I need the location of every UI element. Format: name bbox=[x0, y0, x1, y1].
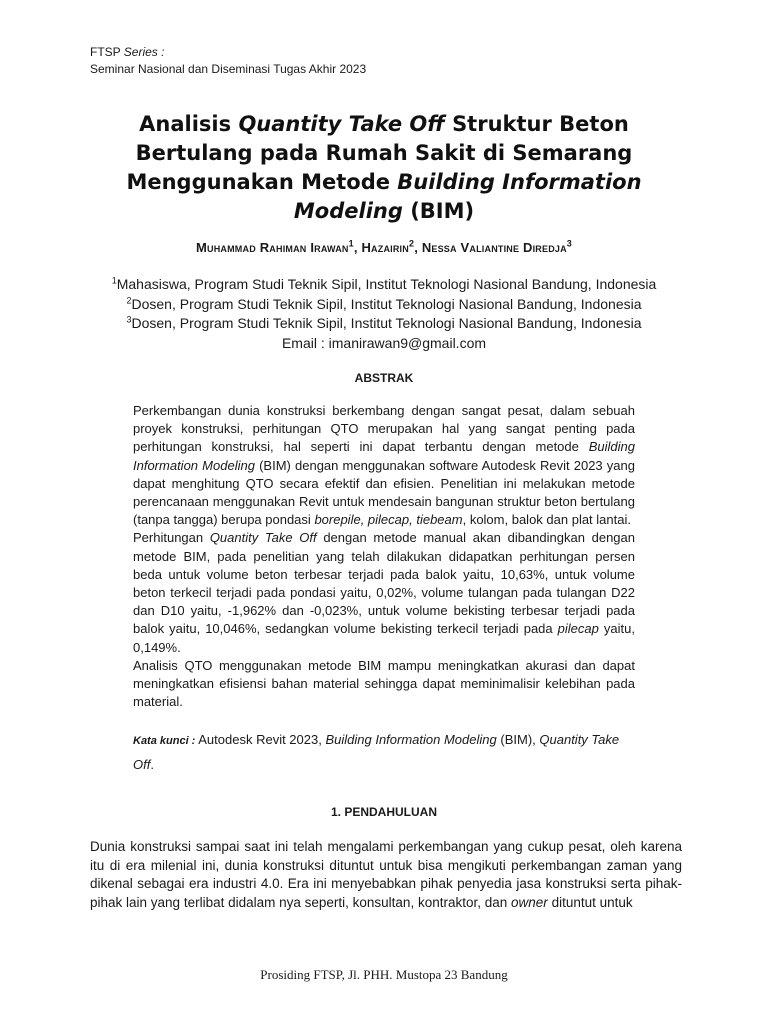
abstract-heading: ABSTRAK bbox=[354, 371, 414, 385]
abstract-italic: Building Information Modeling bbox=[133, 439, 635, 473]
abstract-text: yaitu, 0,149%. bbox=[133, 621, 635, 655]
series-line bbox=[90, 44, 366, 61]
section-body bbox=[90, 838, 682, 912]
keyword-text: (BIM), bbox=[500, 732, 536, 747]
intro-text: dituntut untuk bbox=[551, 894, 633, 910]
series-header bbox=[90, 44, 366, 78]
title-italic-part: Building Information Modeling bbox=[293, 170, 642, 223]
affiliations bbox=[60, 275, 708, 353]
author-name: Nessa Valiantine Diredja bbox=[421, 240, 567, 255]
abstract-paragraph: Analisis QTO menggunakan metode BIM mampu meningkatkan akurasi dan dapat meningkatkan efisiensi bahan material sehingga dapat meminimalisir kelebihan pada material. bbox=[133, 657, 635, 710]
affiliation-line bbox=[60, 275, 708, 295]
affiliation-text: Mahasiswa, Program Studi Teknik Sipil, Institut Teknologi Nasional Bandung, Indonesia bbox=[116, 276, 657, 292]
title-part: Struktur Beton Bertulang pada Rumah Sakit di Semarang Menggunakan Metode bbox=[126, 112, 633, 194]
title-italic-part: Quantity Take Off bbox=[238, 112, 445, 136]
series-prefix: FTSP bbox=[90, 45, 121, 59]
abstract-italic: borepile, pilecap, tiebeam bbox=[314, 512, 463, 528]
intro-paragraph bbox=[90, 838, 682, 912]
author-sup: 2 bbox=[408, 238, 415, 249]
keyword-italic: Quantity Take Off bbox=[133, 732, 620, 772]
abstract-italic: Quantity Take Off bbox=[209, 530, 317, 546]
abstract-paragraph bbox=[133, 402, 635, 529]
author-sup: 1 bbox=[348, 238, 354, 249]
title-part: (BIM) bbox=[410, 199, 475, 223]
affiliation-line bbox=[60, 295, 708, 315]
paper-title bbox=[110, 110, 658, 226]
keyword-italic: Building Information Modeling bbox=[325, 732, 497, 747]
affiliation-text: Dosen, Program Studi Teknik Sipil, Institut Teknologi Nasional Bandung, Indonesia bbox=[131, 315, 642, 331]
title-part: Analisis bbox=[139, 112, 232, 136]
affiliation-line bbox=[60, 314, 708, 334]
keyword-text: Autodesk Revit 2023, bbox=[198, 732, 322, 747]
abstract-text: , kolom, balok dan plat lantai. bbox=[462, 512, 631, 528]
section-heading: 1. PENDAHULUAN bbox=[330, 805, 437, 819]
keyword-text: . bbox=[150, 757, 154, 772]
series-italic: Series : bbox=[123, 45, 165, 59]
affiliation-sup: 3 bbox=[126, 314, 132, 325]
affiliation-sup: 2 bbox=[126, 294, 132, 305]
email-line: Email : imanirawan9@gmail.com bbox=[281, 334, 487, 351]
abstract-italic: pilecap bbox=[557, 621, 599, 637]
author-list: Muhammad Rahiman Irawan$^1$, Hazairin$^2$, Nessa Valiantine Diredja$^3$ bbox=[195, 238, 573, 255]
abstract-text: dengan metode manual akan dibandingkan dengan metode BIM, pada penelitian yang telah dilakukan didapatkan perhitungan persen beda untuk volume beton terbesar terjadi pada balok yaitu, 10,63%, untuk volume beton terkecil terjadi pada pondasi yaitu, 0,02%, volume tulangan pada tulangan D22 dan D10 yaitu, -1,962% dan -0,023%, untuk volume bekisting terbesar terjadi pada balok yaitu, 10,046%, sedangkan volume bekisting terkecil terjadi pada bbox=[133, 530, 635, 637]
author-name: Hazairin bbox=[361, 240, 409, 255]
abstract-text: (BIM) dengan menggunakan software Autodesk Revit 2023 yang dapat menghitung QTO secara efektif dan efisien. Penelitian ini melakukan metode perencanaan menggunakan Revit untuk mendesain bangunan struktur beton bertulang (tanpa tangga) berupa pondasi bbox=[133, 457, 635, 528]
abstract-text: Perkembangan dunia konstruksi berkembang dengan sangat pesat, dalam sebuah proyek konstruksi, perhitungan QTO merupakan hal yang sangat penting pada perhitungan konstruksi, hal seperti ini dapat terbantu dengan metode bbox=[133, 403, 635, 455]
affiliation-text: Dosen, Program Studi Teknik Sipil, Institut Teknologi Nasional Bandung, Indonesia bbox=[131, 295, 642, 312]
intro-italic: owner bbox=[511, 894, 548, 910]
abstract-text: Perhitungan bbox=[133, 530, 204, 546]
abstract-paragraph bbox=[133, 529, 635, 656]
intro-text: Dunia konstruksi sampai saat ini telah mengalami perkembangan yang cukup pesat, oleh karena itu di era milenial ini, dunia konstruksi dituntut untuk bisa mengikuti perkembangan zaman yang dikenal sebagai era industri 4.0. Era ini menyebabkan pihak penyedia jasa konstruksi serta pihak-pihak lain yang terlibat didalam nya seperti, konsultan, kontraktor, dan bbox=[90, 839, 682, 910]
page-footer: Prosiding FTSP, Jl. PHH. Mustopa 23 Bandung bbox=[260, 967, 508, 982]
affiliation-sup: 1 bbox=[111, 275, 117, 286]
author-name: Muhammad Rahiman Irawan bbox=[195, 240, 349, 255]
abstract-body bbox=[133, 402, 635, 711]
keywords-label: Kata kunci : bbox=[133, 735, 196, 747]
author-sup: 3 bbox=[566, 238, 573, 249]
keywords bbox=[133, 728, 635, 777]
seminar-line: Seminar Nasional dan Diseminasi Tugas Akhir 2023 bbox=[90, 62, 367, 76]
